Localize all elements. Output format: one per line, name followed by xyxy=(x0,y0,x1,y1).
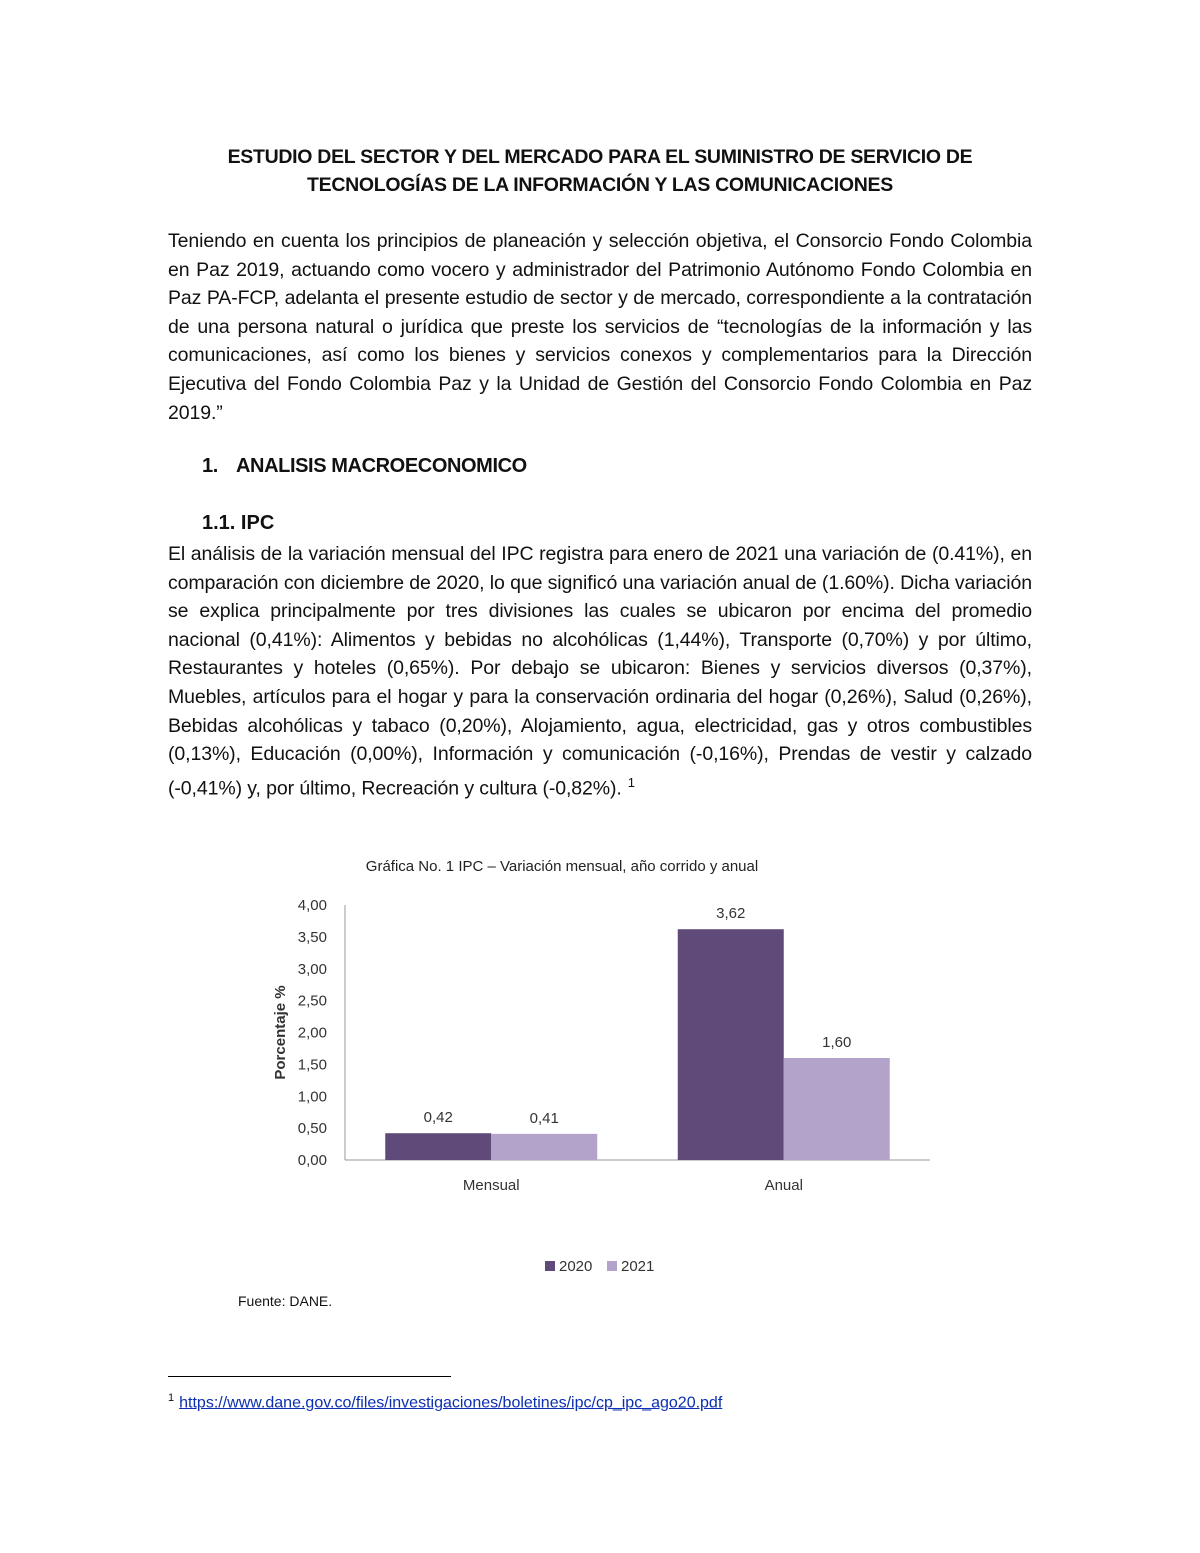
legend-label-2021: 2021 xyxy=(621,1258,655,1275)
y-tick-label: 3,50 xyxy=(297,928,327,946)
ipc-bar-chart xyxy=(255,885,955,1300)
title-line-1: ESTUDIO DEL SECTOR Y DEL MERCADO PARA EL SUMINISTRO DE SERVICIO DE xyxy=(227,146,973,168)
chart-caption: Gráfica No. 1 IPC – Variación mensual, año corrido y anual xyxy=(365,858,759,875)
chart-source: Fuente: DANE. xyxy=(238,1293,333,1309)
y-tick-label: 0,00 xyxy=(297,1152,327,1169)
legend-swatch-2020 xyxy=(545,1261,555,1271)
bar-anual-2020 xyxy=(678,929,784,1160)
footnote-separator xyxy=(168,1376,451,1377)
section-heading-1 xyxy=(202,455,527,478)
x-tick-label-mensual: Mensual xyxy=(462,1177,520,1194)
section-number: 1. xyxy=(202,455,218,477)
ipc-paragraph-text: El análisis de la variación mensual del IPC registra para enero de 2021 una variación de (0.41%), en comparación con diciembre de 2020, lo que significó una variación anual de (1.60%). Dicha variación se explica principalmente por tres divisiones las cuales se ubicaron por encima del promedio nacional (0,41%): Alimentos y bebidas no alcohólicas (1,44%), Transporte (0,70%) y por último, Restaurantes y hoteles (0,65%). Por debajo se ubicaron: Bienes y servicios diversos (0,37%), Muebles, artículos para el hogar y para la conservación ordinaria del hogar (0,26%), Salud (0,26%), Bebidas alcohólicas y tabaco (0,20%), Alojamiento, agua, electricidad, gas y otros combustibles (0,13%), Educación (0,00%), Información y comunicación (-0,16%), Prendas de vestir y calzado (-0,41%) y, por último, Recreación y cultura (-0,82%). xyxy=(168,543,1032,800)
ipc-paragraph xyxy=(168,540,1032,803)
footnote-link[interactable]: https://www.dane.gov.co/files/investigaciones/boletines/ipc/cp_ipc_ago20.pdf xyxy=(179,1394,723,1412)
y-tick-label: 3,00 xyxy=(297,960,327,978)
bar-mensual-2020 xyxy=(385,1133,491,1160)
subsection-heading-ipc: 1.1. IPC xyxy=(202,512,275,534)
y-tick-label: 1,00 xyxy=(297,1088,327,1106)
footnote-number: 1 xyxy=(168,1392,175,1404)
y-tick-label: 2,50 xyxy=(297,992,327,1010)
section-title: ANALISIS MACROECONOMICO xyxy=(236,455,527,477)
intro-paragraph: Teniendo en cuenta los principios de planeación y selección objetiva, el Consorcio Fondo Colombia en Paz 2019, actuando como vocero y administrador del Patrimonio Autónomo Fondo Colombia en Paz PA-FCP, adelanta el presente estudio de sector y de mercado, correspondiente a la contratación de una persona natural o jurídica que preste los servicios de “tecnologías de la información y las comunicaciones, así como los bienes y servicios conexos y complementarios para la Dirección Ejecutiva del Fondo Colombia Paz y la Unidad de Gestión del Consorcio Fondo Colombia en Paz 2019.” xyxy=(168,230,1032,424)
data-label-anual-2021: 1,60 xyxy=(822,1034,852,1051)
y-tick-label: 1,50 xyxy=(297,1056,327,1074)
data-label-mensual-2020: 0,42 xyxy=(423,1109,453,1127)
data-label-mensual-2021: 0,41 xyxy=(529,1109,559,1127)
data-label-anual-2020: 3,62 xyxy=(716,905,746,923)
y-axis-title: Porcentaje % xyxy=(272,985,289,1080)
title-line-2: TECNOLOGÍAS DE LA INFORMACIÓN Y LAS COMUNICACIONES xyxy=(307,174,893,196)
footnote xyxy=(168,1392,722,1412)
legend-swatch-2021 xyxy=(607,1261,617,1271)
y-tick-label: 2,00 xyxy=(297,1024,327,1042)
bar-anual-2021 xyxy=(784,1058,890,1160)
document-title xyxy=(168,143,1032,199)
footnote-reference[interactable]: 1 xyxy=(627,774,635,790)
x-tick-label-anual: Anual xyxy=(764,1177,803,1194)
bar-mensual-2021 xyxy=(491,1134,597,1160)
legend-label-2020: 2020 xyxy=(559,1258,593,1275)
y-tick-label: 4,00 xyxy=(297,897,327,914)
y-tick-label: 0,50 xyxy=(297,1120,327,1138)
